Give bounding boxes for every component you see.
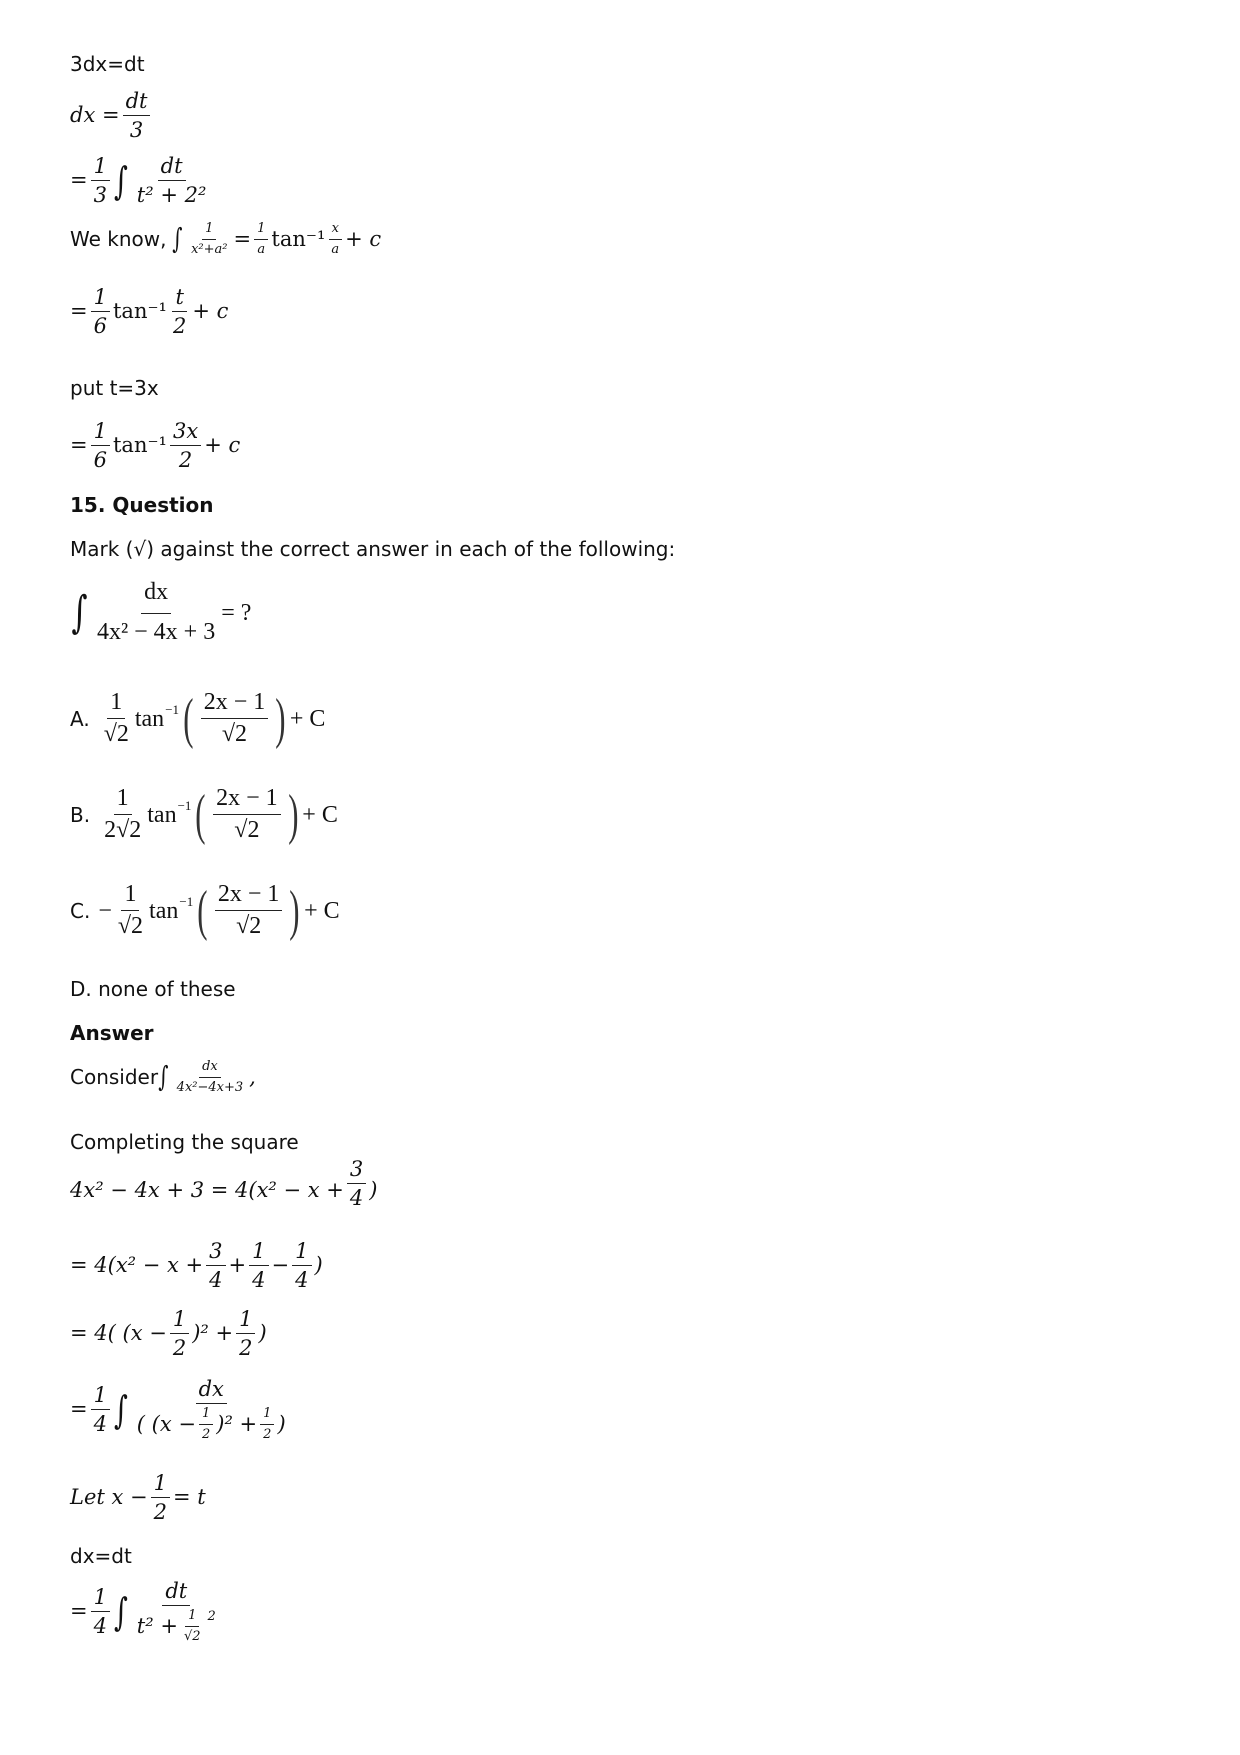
eq-last: = $\frac{1}{4}$ ∫ dt t² + $\frac{1}{√2}$ 2 — [70, 1580, 222, 1643]
line-consider: Consider ∫ $\frac{dx}{\text{4x²−4x+3}}$ , — [70, 1059, 256, 1095]
eq-let: Let x − $\frac{1}{2}$ = t — [70, 1471, 206, 1525]
integral-sign: ∫ — [113, 158, 128, 203]
eq-cs-4: = $\frac{1}{4}$ ∫ dx ( (x − $\frac{1}{2}$ )² + $\frac{1}{2}$ ) — [70, 1378, 292, 1441]
fraction: $\frac{1}{4}$ — [292, 1240, 311, 1291]
line-put-t: put t=3x — [70, 376, 159, 400]
fraction: $\frac{t}{2}$ — [172, 285, 187, 339]
integral-sign: ∫ — [113, 1387, 128, 1432]
fraction: $\frac{1}{√2}$ — [103, 689, 129, 748]
fraction: $\frac{1}{2}$ — [199, 1407, 213, 1441]
fraction: $\frac{2x - 1}{√2}$ — [201, 690, 269, 747]
fraction: $\frac{1}{2}$ — [170, 1308, 189, 1359]
option-c[interactable]: C. − $\frac{1}{√2}$ tan −1 ( $\frac{2x - 1}{√2}$ ) + C — [70, 879, 340, 942]
option-a-expression: $\frac{1}{√2}$ tan −1 ( $\frac{2x - 1}{√2}$ ) + C — [98, 690, 326, 747]
fraction: $\frac{1}{4}$ — [249, 1240, 268, 1291]
fraction: $\frac{1}{√2}$ — [117, 881, 144, 940]
option-a[interactable]: A. $\frac{1}{√2}$ tan −1 ( $\frac{2x - 1}{√2}$ ) + C — [70, 687, 326, 750]
eq-dx-dt-over-3: dx = $\frac{dt}{3}$ — [70, 90, 153, 141]
option-b-expression: $\frac{1}{2√2}$ tan −1 ( $\frac{2x - 1}{√2}$ ) + C — [98, 786, 338, 843]
fraction: $\frac{1}{4}$ — [91, 1384, 110, 1435]
fraction: $\frac{3}{4}$ — [206, 1240, 225, 1291]
fraction: dt t² + $\frac{1}{√2}$ 2 — [136, 1579, 216, 1644]
fraction: $\frac{1}{3}$ — [91, 155, 110, 206]
eq-integral-1: = $\frac{1}{3}$ ∫ $\frac{dt}{\text{t² + 2²}}$ — [70, 155, 212, 206]
line-3dx-dt: 3dx=dt — [70, 52, 145, 76]
question-heading: 15. Question — [70, 493, 214, 517]
option-b[interactable]: B. $\frac{1}{2√2}$ tan −1 ( $\frac{2x - 1}{√2}$ ) + C — [70, 783, 338, 846]
fraction: $\frac{x}{a}$ — [328, 222, 342, 256]
integral-sign: ∫ — [172, 222, 183, 256]
eq-cs-2: = 4(x² − x + $\frac{3}{4}$ + $\frac{1}{4}$ − $\frac{1}{4}$ ) — [70, 1239, 323, 1293]
eq-result-3x: = $\frac{1}{6}$ tan⁻¹ $\frac{3x}{2}$ + c — [70, 419, 241, 473]
fraction: $\frac{1}{6}$ — [91, 286, 110, 337]
question-instruction: Mark (√) against the correct answer in each of the following: — [70, 537, 676, 561]
consider-integral: ∫ $\frac{dx}{\text{4x²−4x+3}}$ , — [158, 1059, 256, 1095]
fraction: dx ( (x − $\frac{1}{2}$ )² + $\frac{1}{2}$ ) — [136, 1377, 286, 1442]
fraction: $\frac{2x - 1}{√2}$ — [215, 882, 283, 939]
eq-cs-3: = 4( (x − $\frac{1}{2}$ )² + $\frac{1}{2}$ ) — [70, 1307, 267, 1361]
line-completing-square: Completing the square — [70, 1130, 299, 1154]
fraction: $\frac{1}{2}$ — [236, 1308, 255, 1359]
option-d[interactable]: D. none of these — [70, 977, 236, 1001]
fraction: $\frac{1}{2√2}$ — [104, 785, 142, 844]
fraction: $\frac{dx}{\text{4x² − 4x + 3}}$ — [96, 579, 216, 646]
fraction: $\frac{dt}{3}$ — [123, 90, 151, 141]
option-c-expression: − $\frac{1}{√2}$ tan −1 ( $\frac{2x - 1}{√2}$ ) + C — [98, 879, 340, 942]
fraction: $\frac{dt}{\text{t² + 2²}}$ — [136, 154, 207, 208]
fraction: $\frac{1}{6}$ — [91, 420, 110, 471]
fraction: $\frac{1}{a}$ — [254, 222, 268, 256]
fraction: $\frac{2x - 1}{√2}$ — [213, 786, 281, 843]
eq-result-t: = $\frac{1}{6}$ tan⁻¹ $\frac{t}{2}$ + c — [70, 285, 229, 339]
integral-sign: ∫ — [113, 1589, 128, 1634]
fraction: $\frac{1}{2}$ — [151, 1472, 170, 1523]
integral-sign: ∫ — [71, 586, 88, 638]
formula-arctan: ∫ $\frac{1}{\text{x²+a²}}$ = $\frac{1}{a}$ tan⁻¹ $\frac{x}{a}$ + c — [172, 221, 382, 257]
fraction: $\frac{1}{\text{x²+a²}}$ — [191, 221, 228, 257]
fraction: $\frac{1}{2}$ — [260, 1407, 274, 1441]
fraction: $\frac{3}{4}$ — [347, 1158, 366, 1209]
line-dx-dt: dx=dt — [70, 1544, 132, 1568]
integral-sign: ∫ — [158, 1060, 169, 1094]
question-integral: ∫ $\frac{dx}{\text{4x² − 4x + 3}}$ = ? — [71, 579, 252, 646]
fraction: $\frac{3x}{2}$ — [170, 420, 201, 471]
answer-heading: Answer — [70, 1021, 154, 1045]
line-we-know: We know, ∫ $\frac{1}{\text{x²+a²}}$ = $\frac{1}{a}$ tan⁻¹ $\frac{x}{a}$ + c — [70, 221, 382, 257]
fraction: $\frac{1}{√2}$ — [183, 1608, 201, 1644]
fraction: $\frac{dx}{\text{4x²−4x+3}}$ — [176, 1059, 244, 1095]
eq-cs-1: 4x² − 4x + 3 = 4(x² − x + $\frac{3}{4}$ ) — [70, 1157, 378, 1211]
fraction: $\frac{1}{4}$ — [91, 1586, 110, 1637]
